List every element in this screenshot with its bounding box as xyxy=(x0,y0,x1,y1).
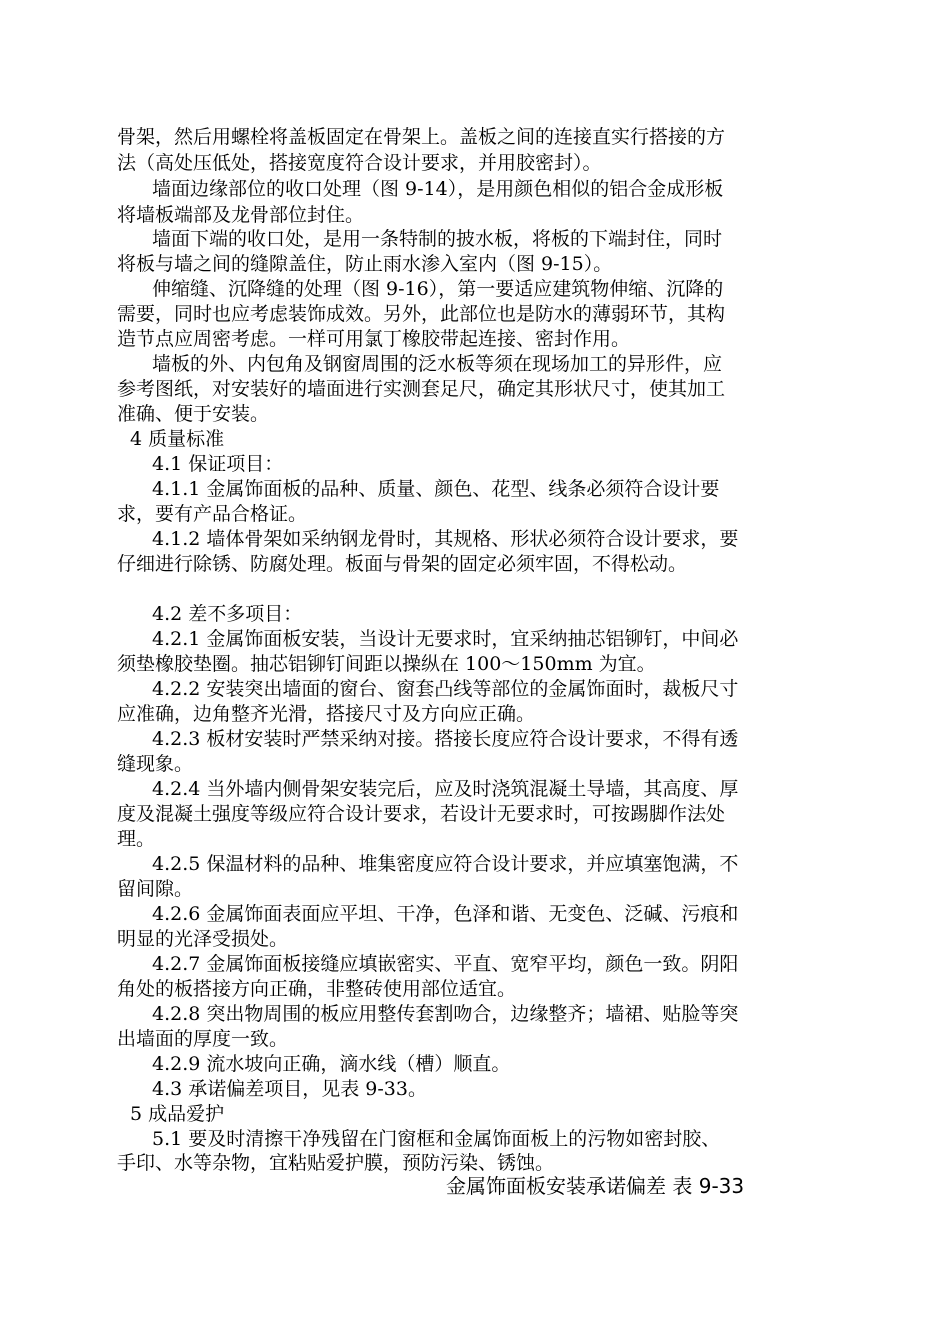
text-line: 4.2.5 保温材料的品种、堆集密度应符合设计要求，并应填塞饱满，不 xyxy=(152,853,739,875)
text-line: 4.1.2 墙体骨架如采纳钢龙骨时，其规格、形状必须符合设计要求，要 xyxy=(152,528,739,550)
text-line: 参考图纸，对安装好的墙面进行实测套足尺，确定其形状尺寸，使其加工 xyxy=(117,378,726,400)
text-line: 法（高处压低处，搭接宽度符合设计要求，并用胶密封）。 xyxy=(117,152,602,174)
text-line: 造节点应周密考虑。一样可用氯丁橡胶带起连接、密封作用。 xyxy=(117,328,631,350)
text-line: 4.2.2 安装突出墙面的窗台、窗套凸线等部位的金属饰面时，裁板尺寸 xyxy=(152,678,739,700)
subsection-heading: 4.2 差不多项目： xyxy=(152,603,303,625)
text-line: 缝现象。 xyxy=(117,753,194,775)
text-line: 4.2.1 金属饰面板安装，当设计无要求时，宜采纳抽芯铝铆钉，中间必 xyxy=(152,628,739,650)
text-line: 需要，同时也应考虑装饰成效。另外，此部位也是防水的薄弱环节，其构 xyxy=(117,303,726,325)
text-line: 墙面边缘部位的收口处理（图 9-14），是用颜色相似的铝合金成形板 xyxy=(152,178,724,200)
text-line: 4.2.8 突出物周围的板应用整传套割吻合，边缘整齐；墙裙、贴脸等突 xyxy=(152,1003,739,1025)
text-line: 仔细进行除锈、防腐处理。板面与骨架的固定必须牢固，不得松动。 xyxy=(117,553,688,575)
text-line: 准确、便于安装。 xyxy=(117,403,270,425)
text-line: 求，要有产品合格证。 xyxy=(117,503,308,525)
text-line: 须垫橡胶垫圈。抽芯铝铆钉间距以操纵在 100～150mm 为宜。 xyxy=(117,653,656,675)
text-line: 4.2.9 流水坡向正确，滴水线（槽）顺直。 xyxy=(152,1053,511,1075)
text-line: 将墙板端部及龙骨部位封住。 xyxy=(117,204,365,226)
text-line: 4.2.3 板材安装时严禁采纳对接。搭接长度应符合设计要求，不得有透 xyxy=(152,728,739,750)
text-line: 度及混凝土强度等级应符合设计要求，若设计无要求时，可按踢脚作法处 xyxy=(117,803,726,825)
text-line: 4.2.4 当外墙内侧骨架安装完后，应及时浇筑混凝土导墙，其高度、厚 xyxy=(152,778,739,800)
text-line: 角处的板搭接方向正确，非整砖使用部位适宜。 xyxy=(117,978,517,1000)
text-line: 骨架，然后用螺栓将盖板固定在骨架上。盖板之间的连接直实行搭接的方 xyxy=(117,126,726,148)
section-heading: 4 质量标准 xyxy=(130,428,225,450)
text-line: 5.1 要及时清擦干净残留在门窗框和金属饰面板上的污物如密封胶、 xyxy=(152,1128,721,1150)
text-line: 4.1.1 金属饰面板的品种、质量、颜色、花型、线条必须符合设计要 xyxy=(152,478,720,500)
table-caption: 金属饰面板安装承诺偏差 表 9-33 xyxy=(446,1174,745,1198)
text-line: 明显的光泽受损处。 xyxy=(117,928,289,950)
text-line: 留间隙。 xyxy=(117,878,194,900)
text-line: 应准确，边角整齐光滑，搭接尺寸及方向应正确。 xyxy=(117,703,536,725)
section-heading: 5 成品爱护 xyxy=(130,1103,225,1125)
subsection-heading: 4.1 保证项目： xyxy=(152,453,284,475)
text-line: 理。 xyxy=(117,828,156,850)
text-line: 墙面下端的收口处，是用一条特制的披水板，将板的下端封住，同时 xyxy=(152,228,723,250)
text-line: 4.2.6 金属饰面表面应平坦、干净，色泽和谐、无变色、泛碱、污痕和 xyxy=(152,903,739,925)
text-line: 伸缩缝、沉降缝的处理（图 9-16），第一要适应建筑物伸缩、沉降的 xyxy=(152,278,724,300)
text-line: 4.3 承诺偏差项目，见表 9-33。 xyxy=(152,1078,427,1100)
text-line: 墙板的外、内包角及钢窗周围的泛水板等须在现场加工的异形件，应 xyxy=(152,353,723,375)
text-line: 将板与墙之间的缝隙盖住，防止雨水渗入室内（图 9-15）。 xyxy=(117,253,613,275)
text-line: 4.2.7 金属饰面板接缝应填嵌密实、平直、宽窄平均，颜色一致。阴阳 xyxy=(152,953,739,975)
text-line: 出墙面的厚度一致。 xyxy=(117,1028,289,1050)
text-line: 手印、水等杂物，宜粘贴爱护膜，预防污染、锈蚀。 xyxy=(117,1152,555,1174)
